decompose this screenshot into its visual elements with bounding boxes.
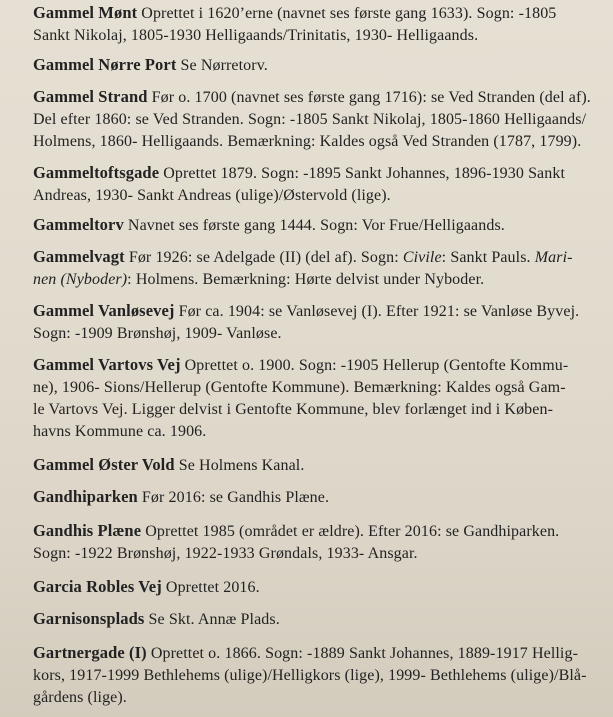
entry-gammel-vanlosevej: [33, 300, 603, 345]
entry-gandhis-plaene: [33, 520, 603, 565]
entry-gammeltorv: [33, 214, 603, 237]
entry-text: Før 1926: se Adelgade (II) (del af). Sogn:: [124, 249, 403, 266]
entry-heading: Gammeltorv: [33, 215, 124, 234]
entry-gammel-mont: [33, 2, 603, 47]
entry-heading: Gammel Vartovs Vej: [33, 355, 181, 374]
entry-heading: Gammelvagt: [33, 247, 125, 266]
entry-gammel-vartovs-vej: [33, 354, 603, 443]
entry-text: Se Holmens Kanal.: [174, 457, 305, 474]
entry-text: : Sankt Pauls.: [441, 249, 535, 266]
entry-heading: Gandhiparken: [33, 487, 138, 506]
entry-heading: Gammel Vanløsevej: [33, 301, 175, 320]
entry-text: Navnet ses første gang 1444. Sogn: Vor Frue/Helligaands.: [123, 217, 505, 234]
entry-garnisonsplads: [33, 608, 603, 631]
entry-heading: Gandhis Plæne: [33, 521, 142, 540]
entry-text: Se Skt. Annæ Plads.: [144, 611, 280, 628]
entry-text: Før o. 1700 (navnet ses første gang 1716): se Ved Stranden (del af). Del efter 1860: se Ved Stranden. Sogn: -1805 Sankt Nikolaj, 1805-1860 Helligaands/ Holmens, 1860- Helligaands. Bemærkning: Kaldes også Ved Stranden (1787, 1799).: [33, 89, 591, 150]
entry-heading: Garnisonsplads: [33, 609, 145, 628]
entry-text: : Holmens. Bemærkning: Hørte delvist under Nyboder.: [127, 271, 485, 288]
entry-gammel-strand: [33, 86, 603, 153]
entry-garcia-robles-vej: [33, 576, 603, 599]
entry-text: Før ca. 1904: se Vanløsevej (I). Efter 1921: se Vanløse Byvej. Sogn: -1909 Brønshøj, 1909- Vanløse.: [33, 303, 580, 342]
entry-text: Oprettet o. 1866. Sogn: -1889 Sankt Johannes, 1889-1917 Hellig- kors, 1917-1999 Bethlehems (ulige)/Helligkors (lige), 1999- Bethlehems (ulige)/Blå- gårdens (lige).: [33, 645, 587, 706]
entry-text: Oprettet i 1620’erne (navnet ses første gang 1633). Sogn: -1805 Sankt Nikolaj, 1805-1930 Helligaands/Trinitatis, 1930- Helligaands.: [33, 5, 557, 44]
entry-gammel-norre-port: [33, 54, 603, 77]
entry-gandhiparken: [33, 486, 603, 509]
entry-gammel-oster-vold: [33, 454, 603, 477]
entry-heading: Garcia Robles Vej: [33, 577, 162, 596]
entry-heading: Gammeltoftsgade: [33, 163, 160, 182]
entry-heading: Gammel Øster Vold: [33, 455, 175, 474]
entry-text: Oprettet o. 1900. Sogn: -1905 Hellerup (Gentofte Kommu- ne), 1906- Sions/Hellerup (Gentofte Kommune). Bemærkning: Kaldes også Gam- le Vartovs Vej. Ligger delvist i Gentofte Kommune, blev forlænget ind i Køben- havns Kommune ca. 1906.: [33, 357, 569, 440]
entry-text: Oprettet 2016.: [161, 579, 260, 596]
entry-text: Før 2016: se Gandhis Plæne.: [137, 489, 330, 506]
entry-gammelvagt: [33, 246, 603, 291]
entry-gammeltoftsgade: [33, 162, 603, 207]
entry-text: Oprettet 1879. Sogn: -1895 Sankt Johannes, 1896-1930 Sankt Andreas, 1930- Sankt Andreas (ulige)/Østervold (lige).: [33, 165, 566, 204]
entry-heading: Gammel Mønt: [33, 3, 138, 22]
entry-italic-text: Civile: [402, 249, 442, 266]
entry-heading: Gammel Strand: [33, 87, 148, 106]
entry-heading: Gammel Nørre Port: [33, 55, 177, 74]
entry-text: Se Nørretorv.: [176, 57, 268, 74]
entry-gartnergade-i: [33, 642, 603, 709]
entry-text: Oprettet 1985 (området er ældre). Efter 2016: se Gandhiparken. Sogn: -1922 Brønshøj, 1922-1933 Grøndals, 1933- Ansgar.: [33, 523, 560, 562]
entry-italic-text: Mari- nen (Nyboder): [33, 249, 573, 288]
entry-heading: Gartnergade (I): [33, 643, 147, 662]
